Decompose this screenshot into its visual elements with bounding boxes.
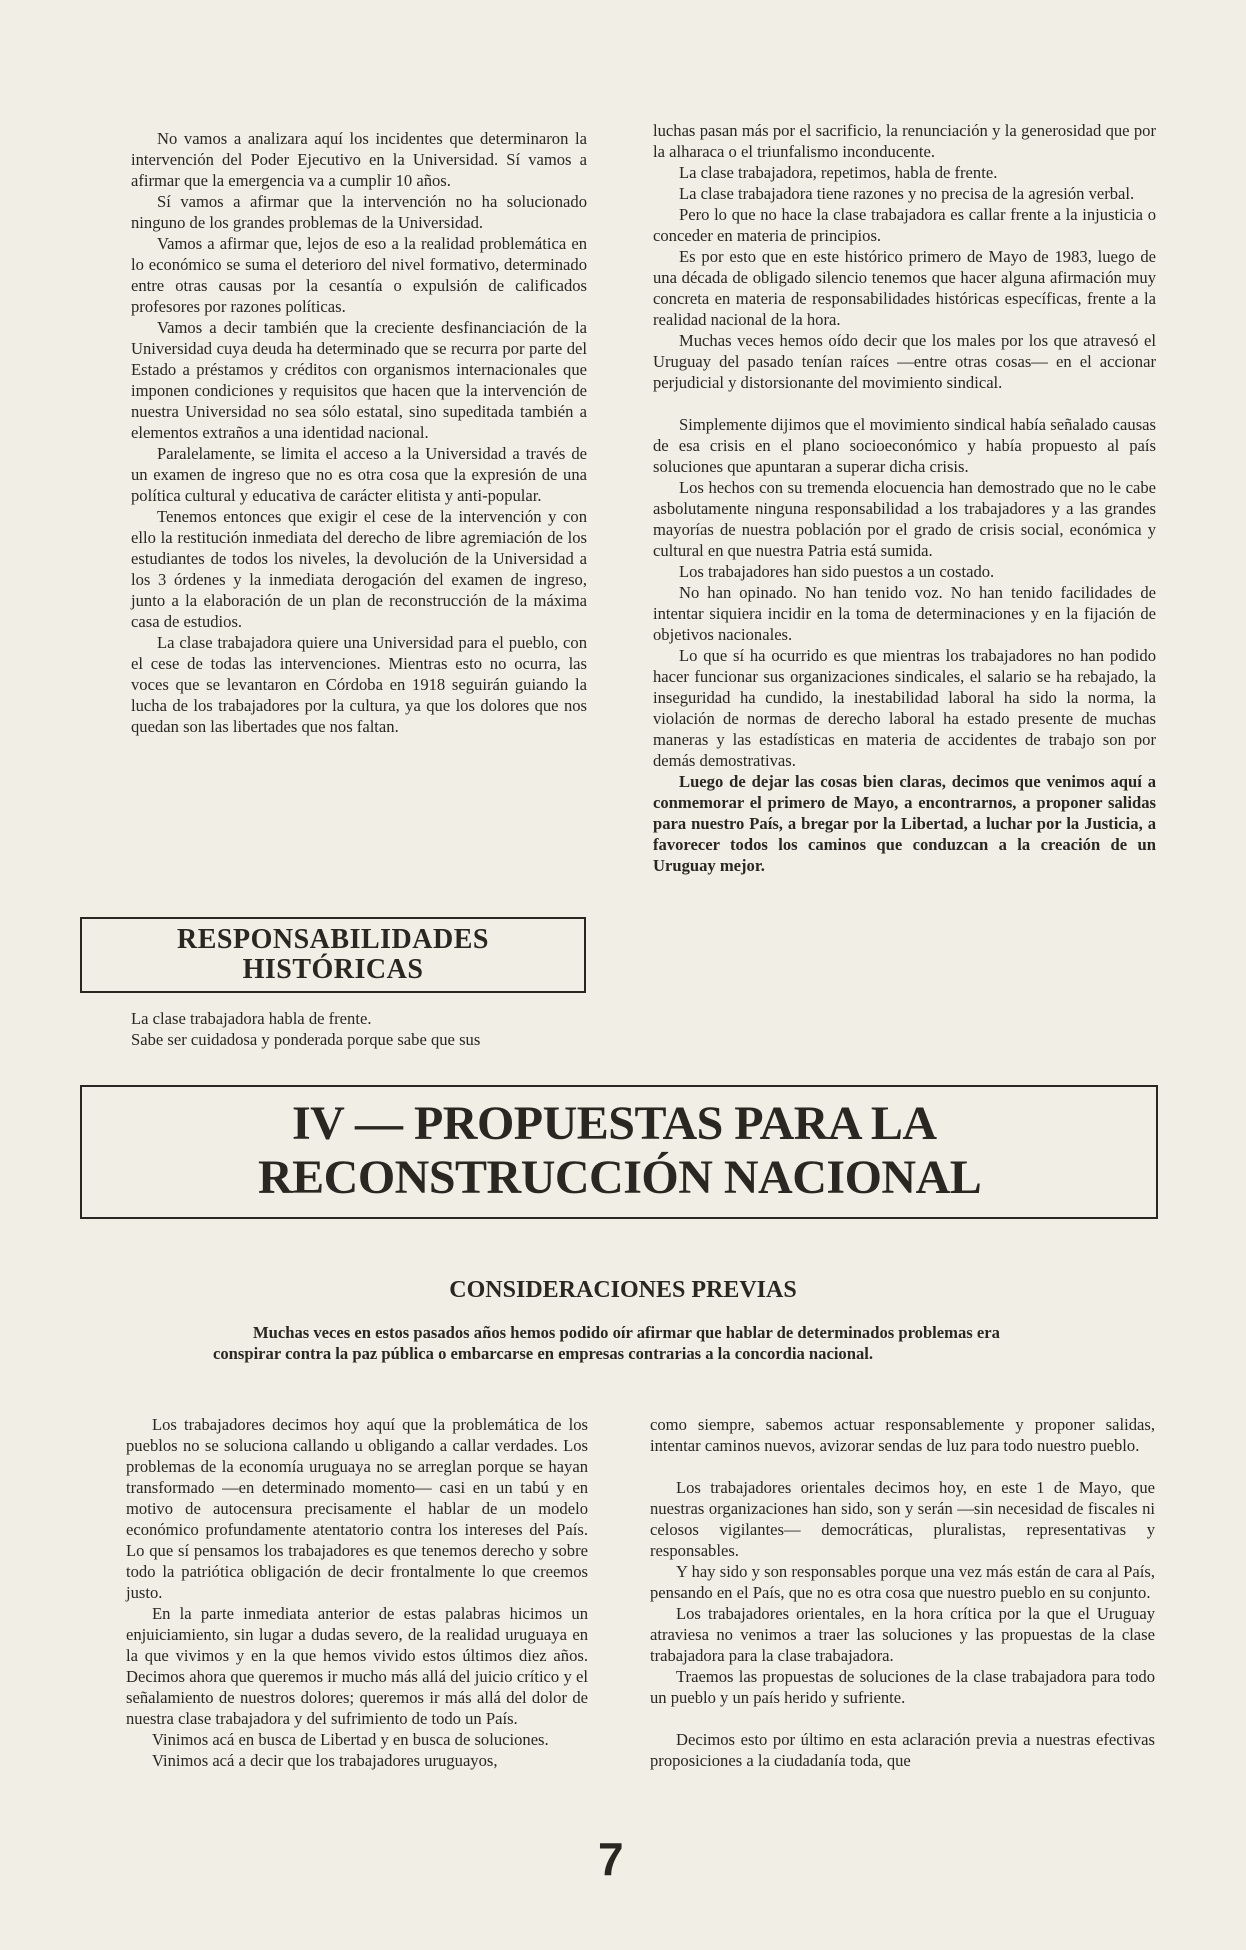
column-bottom-right bbox=[650, 1414, 1155, 1771]
paragraph: No vamos a analizara aquí los incidentes que determinaron la intervención del Poder Ejecutivo en la Universidad. Sí vamos a afirmar que la emergencia va a cumplir 10 años. bbox=[131, 129, 587, 190]
paragraph: Muchas veces en estos pasados años hemos podido oír afirmar que hablar de determinados problemas era conspirar contra la paz pública o embarcarse en empresas contrarias a la concordia nacional. bbox=[213, 1323, 1000, 1363]
paragraph: Y hay sido y son responsables porque una vez más están de cara al País, pensando en el País, que no es otra cosa que nuestro pueblo en su conjunto. bbox=[650, 1562, 1155, 1602]
paragraph: Lo que sí ha ocurrido es que mientras los trabajadores no han podido hacer funcionar sus organizaciones sindicales, el salario se ha rebajado, la inseguridad ha cundido, la inestabilidad laboral ha sido la norma, la violación de normas de derecho laboral ha estado presente de muchas maneras y las estadísticas en materia de accidentes de trabajo son por demás demostrativas. bbox=[653, 646, 1156, 770]
paragraph: Vamos a afirmar que, lejos de eso a la realidad problemática en lo económico se suma el deterioro del nivel formativo, determinado entre otras causas por la cesantía o expulsión de calificados profesores por razones políticas. bbox=[131, 234, 587, 316]
column-bottom-left bbox=[126, 1414, 588, 1771]
paragraph: Vinimos acá a decir que los trabajadores uruguayos, bbox=[152, 1751, 498, 1770]
paragraph: Muchas veces hemos oído decir que los males por los que atravesó el Uruguay del pasado tenían raíces —entre otras cosas— en el accionar perjudicial y distorsionante del movimiento sindical. bbox=[653, 331, 1156, 392]
paragraph: como siempre, sabemos actuar responsablemente y proponer salidas, intentar caminos nuevos, avizorar sendas de luz para todo nuestro pueblo. bbox=[650, 1415, 1155, 1455]
heading-line: RESPONSABILIDADES bbox=[177, 924, 489, 955]
paragraph: Paralelamente, se limita el acceso a la Universidad a través de un examen de ingreso que no es otra cosa que la expresión de una política cultural y educativa de carácter elitista y anti-popular. bbox=[131, 444, 587, 505]
paragraph: En la parte inmediata anterior de estas palabras hicimos un enjuiciamiento, sin lugar a dudas severo, de la realidad uruguaya en la que vivimos y en la que hemos vivido estos últimos diez años. Decimos ahora que queremos ir mucho más allá del juicio crítico y el señalamiento de nuestros dolores; queremos ir más allá del dolor de nuestra clase trabajadora y del sufrimiento de todo un País. bbox=[126, 1604, 588, 1728]
paragraph: Los trabajadores han sido puestos a un costado. bbox=[679, 562, 995, 581]
paragraph: Sabe ser cuidadosa y ponderada porque sabe que sus bbox=[131, 1030, 481, 1049]
responsabilidades-heading-box bbox=[80, 917, 586, 993]
paragraph: La clase trabajadora tiene razones y no precisa de la agresión verbal. bbox=[679, 184, 1135, 203]
intro-paragraph bbox=[213, 1322, 1035, 1364]
paragraph: Sí vamos a afirmar que la intervención no ha solucionado ninguno de los grandes problemas de la Universidad. bbox=[131, 192, 587, 232]
paragraph: Decimos esto por último en esta aclaración previa a nuestras efectivas proposiciones a la ciudadanía toda, que bbox=[650, 1730, 1155, 1770]
paragraph: Los trabajadores orientales, en la hora crítica por la que el Uruguay atraviesa no venimos a traer las soluciones y las propuestas de la clase trabajadora para la clase trabajadora. bbox=[650, 1604, 1155, 1665]
section-title-line: RECONSTRUCCIÓN NACIONAL bbox=[258, 1151, 982, 1204]
responsabilidades-text bbox=[131, 1008, 587, 1050]
section-title-box bbox=[80, 1085, 1158, 1219]
paragraph: La clase trabajadora quiere una Universidad para el pueblo, con el cese de todas las intervenciones. Mientras esto no ocurra, las voces que se levantaron en Córdoba en 1918 seguirán guiando la lucha de los trabajadores por la cultura, ya que los dolores que nos quedan son las libertades que nos faltan. bbox=[131, 633, 587, 736]
paragraph: Tenemos entonces que exigir el cese de la intervención y con ello la restitución inmediata del derecho de libre agremiación de los estudiantes de todos los niveles, la devolución de la Universidad a los 3 órdenes y la inmediata derogación del examen de ingreso, junto a la elaboración de un plan de reconstrucción de la máxima casa de estudios. bbox=[131, 507, 587, 631]
paragraph: Pero lo que no hace la clase trabajadora es callar frente a la injusticia o conceder en materia de principios. bbox=[653, 205, 1156, 245]
column-top-right bbox=[653, 120, 1156, 876]
sub-heading: CONSIDERACIONES PREVIAS bbox=[449, 1277, 797, 1303]
paragraph: Vinimos acá en busca de Libertad y en busca de soluciones. bbox=[152, 1730, 549, 1749]
paragraph: Los trabajadores decimos hoy aquí que la problemática de los pueblos no se soluciona callando u obligando a callar verdades. Los problemas de la economía uruguaya no se arreglan porque se hayan transformado —en determinado momento— casi en un tabú y en motivo de autocensura precisamente el hablar de un modelo económico profundamente atentatorio contra los intereses del País. Lo que sí pensamos los trabajadores es que tenemos derecho y sobre todo la patriótica obligación de decir frontalmente lo que creemos justo. bbox=[126, 1415, 588, 1602]
heading-line: HISTÓRICAS bbox=[242, 954, 424, 985]
paragraph: La clase trabajadora, repetimos, habla de frente. bbox=[679, 163, 998, 182]
paragraph: Es por esto que en este histórico primero de Mayo de 1983, luego de una década de obligado silencio tenemos que hacer alguna afirmación muy concreta en materia de responsabilidades históricas específicas, frente a la realidad nacional de la hora. bbox=[653, 247, 1156, 329]
paragraph: Traemos las propuestas de soluciones de la clase trabajadora para todo un pueblo y un país herido y sufriente. bbox=[650, 1667, 1155, 1707]
paragraph: Simplemente dijimos que el movimiento sindical había señalado causas de esa crisis en el plano socioeconómico y había propuesto al país soluciones que apuntaran a superar dicha crisis. bbox=[653, 415, 1156, 476]
paragraph: No han opinado. No han tenido voz. No han tenido facilidades de intentar siquiera incidir en la toma de determinaciones y en la fijación de objetivos nacionales. bbox=[653, 583, 1156, 644]
paragraph-bold: Luego de dejar las cosas bien claras, decimos que venimos aquí a conmemorar el primero de Mayo, a encontrarnos, a proponer salidas para nuestro País, a bregar por la Libertad, a luchar por la Justicia, a favorecer todos los caminos que conduzcan a la creación de un Uruguay mejor. bbox=[653, 772, 1156, 875]
paragraph: Los trabajadores orientales decimos hoy, en este 1 de Mayo, que nuestras organizaciones han sido, son y serán —sin necesidad de fiscales ni celosos vigilantes— democráticas, pluralistas, representativas y responsables. bbox=[650, 1478, 1155, 1560]
paragraph: Los hechos con su tremenda elocuencia han demostrado que no le cabe asbolutamente ninguna responsabilidad a los trabajadores y a las grandes mayorías de nuestra población por el grado de crisis social, económica y cultural en que nuestra Patria está sumida. bbox=[653, 478, 1156, 560]
page-number: 7 bbox=[598, 1833, 624, 1885]
paragraph: luchas pasan más por el sacrificio, la renunciación y la generosidad que por la alharaca o el triunfalismo inconducente. bbox=[653, 121, 1156, 161]
paragraph: La clase trabajadora habla de frente. bbox=[131, 1009, 372, 1028]
section-title-line: IV — PROPUESTAS PARA LA bbox=[292, 1097, 937, 1150]
column-top-left bbox=[131, 128, 587, 737]
paragraph: Vamos a decir también que la creciente desfinanciación de la Universidad cuya deuda ha determinado que se recurra por parte del Estado a préstamos y créditos con organismos internacionales que imponen condiciones y requisitos que hacen que la intervención de nuestra Universidad no sea sólo estatal, sino supeditada también a elementos extraños a una identidad nacional. bbox=[131, 318, 587, 442]
